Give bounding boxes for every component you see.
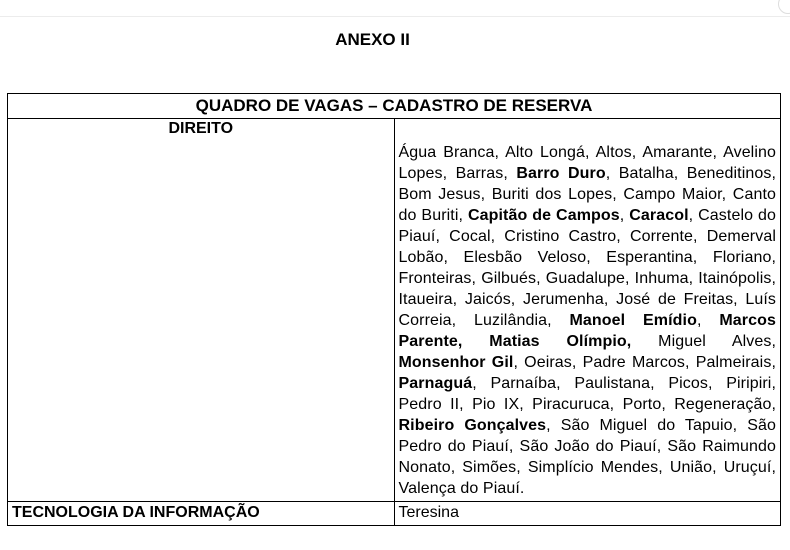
vacancy-table [7, 93, 781, 526]
top-divider [0, 16, 790, 17]
city-segment: Miguel Alves, [631, 333, 776, 350]
city-segment: , São Miguel do Tapuio, São Pedro do Piauí, São João do Piauí, São Raimundo Nonato, Simões, Simplício Mendes, União, Uruçuí, Valença do Piauí. [398, 417, 776, 497]
table-title-row [8, 94, 781, 119]
city-segment-bold: Capitão de Campos [467, 207, 620, 224]
city-segment-bold: Parnaguá [398, 375, 473, 392]
city-segment-bold: Marcos Parente, Matias Olímpio, [398, 312, 776, 350]
city-segment-bold: Manoel Emídio [569, 312, 697, 329]
city-segment-bold: Barro Duro [516, 165, 606, 182]
city-segment: , Oeiras, Padre Marcos, Palmeirais, [513, 354, 776, 371]
area-label-tecnologia: TECNOLOGIA DA INFORMAÇÃO [8, 502, 395, 526]
city-segment: , [619, 207, 630, 224]
table-row [8, 502, 781, 526]
city-segment: , Batalha, Beneditinos, Bom Jesus, Buriti dos Lopes, Campo Maior, Canto do Buriti, [398, 165, 777, 224]
city-segment: , [696, 312, 720, 329]
city-segment-bold: Monsenhor Gil [398, 354, 514, 371]
corner-control-edge [778, 0, 790, 14]
city-segment-bold: Ribeiro Gonçalves [398, 417, 547, 434]
table-row [8, 119, 781, 502]
city-segment: , Castelo do Piauí, Cocal, Cristino Castro, Corrente, Demerval Lobão, Elesbão Veloso, Esperantina, Floriano, Fronteiras, Gilbués, Guadalupe, Inhuma, Itainópolis, Itaueira, Jaicós, Jerumenha, José de Freitas, Luís Correia, Luzilândia, [398, 207, 777, 329]
area-label-direito: DIREITO [8, 119, 395, 502]
page-heading: ANEXO II [335, 30, 410, 49]
city-segment: , Parnaíba, Paulistana, Picos, Piripiri, Pedro II, Pio IX, Piracuruca, Porto, Regeneração, [398, 375, 776, 413]
city-segment-bold: Caracol [629, 207, 689, 224]
city-segment: Água Branca, Alto Longá, Altos, Amarante, Avelino Lopes, Barras, [398, 144, 776, 182]
city-list-tecnologia: Teresina [394, 502, 781, 526]
table-title: QUADRO DE VAGAS – CADASTRO DE RESERVA [8, 94, 781, 119]
city-list-direito [399, 142, 777, 499]
city-list-cell [394, 119, 781, 502]
